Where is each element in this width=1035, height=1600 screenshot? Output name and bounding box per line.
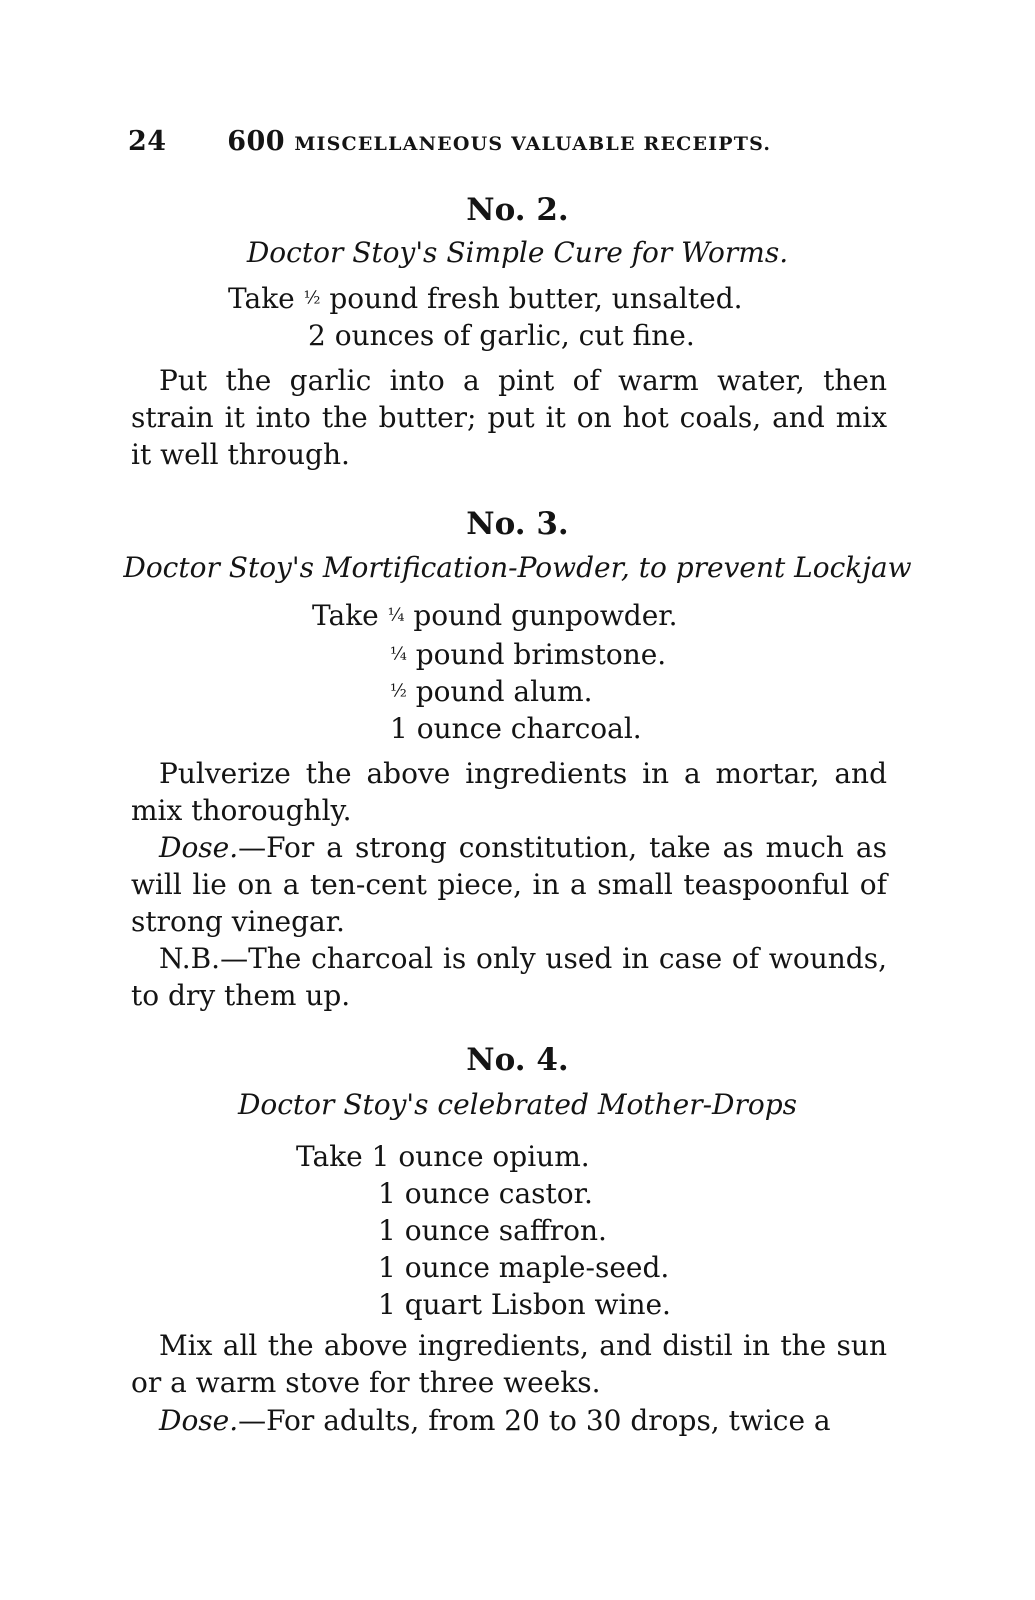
recipe-3-dose [131, 829, 887, 940]
page-number: 24 [128, 126, 167, 157]
recipe-4-ingredient-5: 1 quart Lisbon wine. [378, 1288, 671, 1321]
recipe-3-ingredient-1 [312, 597, 677, 635]
recipe-2-ingredient-1 [228, 280, 743, 318]
ingredient-fraction: ½ [390, 681, 407, 702]
recipe-3-directions: Pulverize the above ingredients in a mortar, and mix thoroughly. [131, 757, 887, 827]
recipe-4-ingredient-2: 1 ounce castor. [378, 1177, 593, 1210]
recipe-4-dose [131, 1402, 887, 1439]
recipe-3-number: No. 3. [466, 506, 569, 542]
recipe-3-nota-bene: N.B.—The charcoal is only used in case of wounds, to dry them up. [131, 942, 887, 1012]
recipe-3-ingredient-2 [390, 636, 666, 674]
running-head [128, 126, 908, 157]
recipe-2-directions: Put the garlic into a pint of warm water, then strain it into the butter; put it on hot coals, and mix it well through. [131, 364, 887, 471]
ingredient-prefix: Take [312, 599, 388, 632]
running-title [227, 127, 771, 156]
dose-label: Dose. [159, 1404, 239, 1437]
recipe-4-title: Doctor Stoy's celebrated Mother-Drops [237, 1088, 798, 1121]
running-title-number: 600 [227, 126, 286, 157]
ingredient-text: pound alum. [406, 675, 593, 708]
recipe-3-ingredient-3 [390, 673, 593, 711]
recipe-4-directions: Mix all the above ingredients, and distil in the sun or a warm stove for three weeks. [131, 1329, 887, 1399]
recipe-3-ingredient-4: 1 ounce charcoal. [390, 712, 642, 745]
dose-text: —For adults, from 20 to 30 drops, twice a [238, 1404, 831, 1437]
ingredient-text: pound gunpowder. [404, 599, 678, 632]
ingredient-prefix: Take [228, 282, 304, 315]
recipe-2-title: Doctor Stoy's Simple Cure for Worms. [246, 236, 789, 269]
recipe-4-ingredient-3: 1 ounce saffron. [378, 1214, 607, 1247]
dose-text: —For a strong constitution, take as much as will lie on a ten-cent piece, in a small teaspoonful of strong vinegar. [131, 831, 887, 938]
recipe-3-title: Doctor Stoy's Mortification-Powder, to prevent Lockjaw [123, 551, 912, 584]
running-title-text: MISCELLANEOUS VALUABLE RECEIPTS. [294, 133, 772, 155]
recipe-2-ingredient-2: 2 ounces of garlic, cut fine. [308, 319, 695, 352]
ingredient-fraction: ¼ [390, 644, 407, 665]
recipe-4-ingredient-4: 1 ounce maple-seed. [378, 1251, 670, 1284]
recipe-4-ingredient-1: Take 1 ounce opium. [296, 1140, 590, 1173]
ingredient-fraction: ¼ [387, 605, 405, 626]
ingredient-text: pound brimstone. [406, 638, 667, 671]
ingredient-text: pound fresh butter, unsalted. [320, 282, 743, 315]
ingredient-fraction: ½ [303, 288, 321, 309]
dose-label: Dose. [159, 831, 239, 864]
recipe-4-number: No. 4. [466, 1042, 569, 1078]
recipe-2-number: No. 2. [466, 192, 569, 228]
